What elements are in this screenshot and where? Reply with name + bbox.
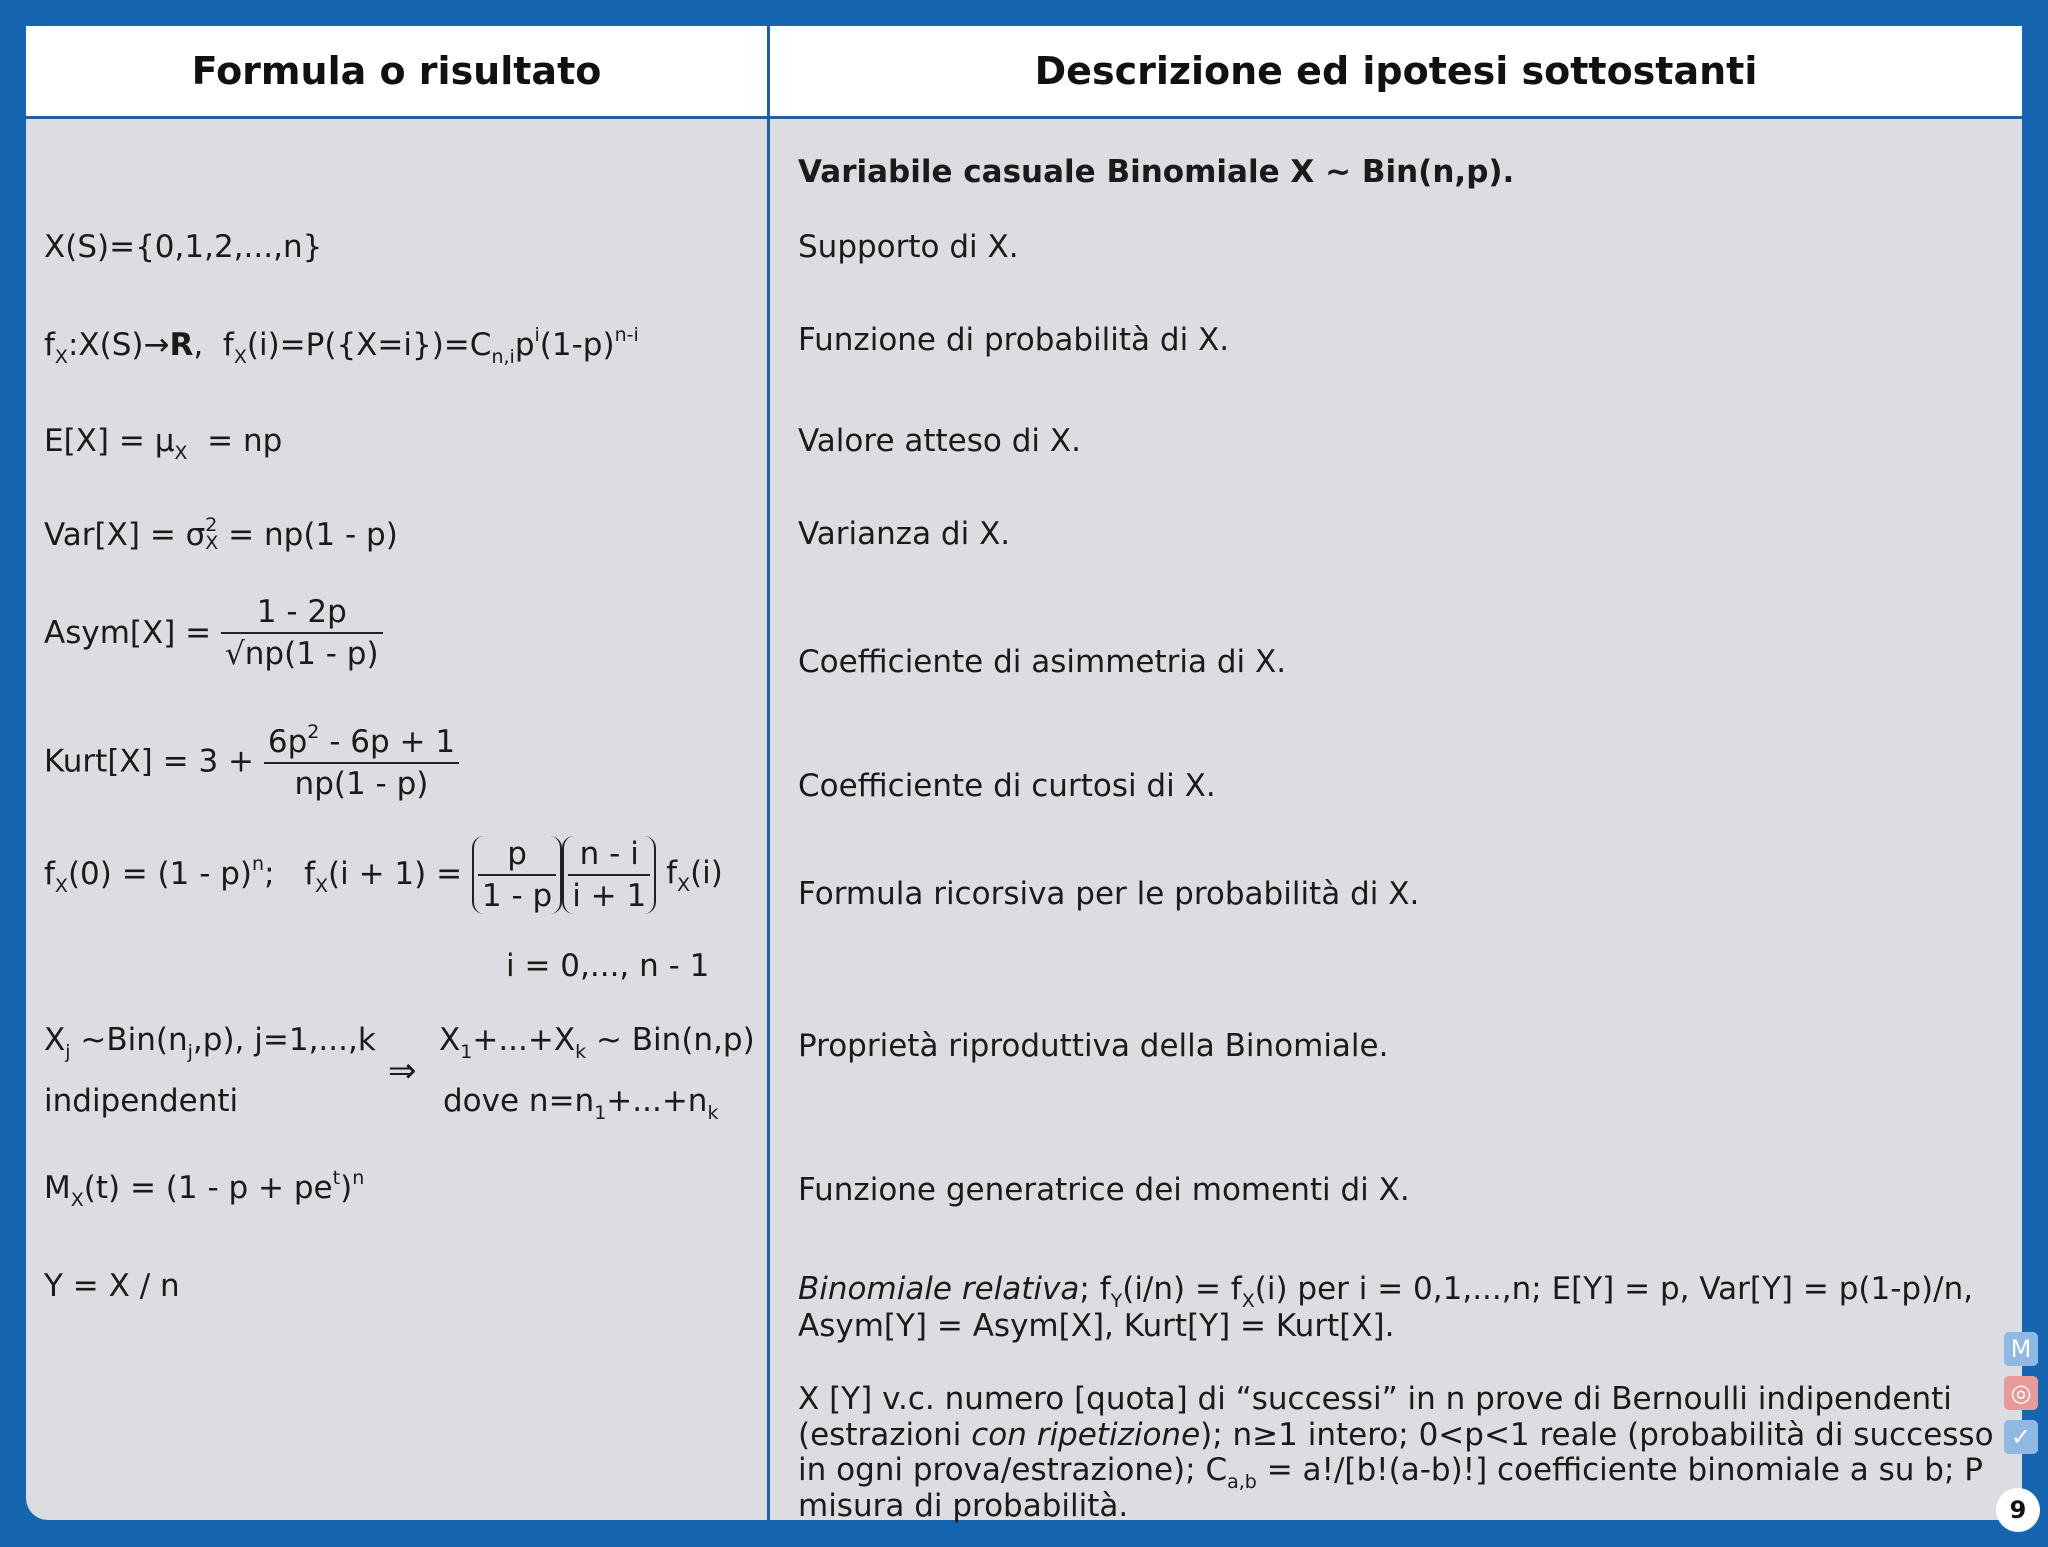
header-description: Descrizione ed ipotesi sottostanti — [1034, 49, 1758, 93]
reproductive-premise: $X_j$ $\sim Bin(n_j,p)$, j=1,...,k — [44, 1022, 376, 1063]
relative-formula: Y = X / n — [44, 1268, 180, 1304]
notes-line1: X [Y] v.c. numero [quota] di “successi” in n prove di Bernoulli indipendenti — [798, 1381, 1952, 1417]
recursive-description: Formula ricorsiva per le probabilità di X. — [798, 876, 1420, 912]
reproductive-n: dove $n=n_1+...+n_k$ — [443, 1083, 719, 1124]
mgf-formula: $M_X(t) = (1 - p + pe^t)^n$ — [44, 1167, 365, 1211]
notes-line2-end: ); n≥1 intero; 0<p<1 reale (probabilità di successo — [1200, 1417, 1994, 1453]
notes-line2-italic: con ripetizione — [971, 1417, 1201, 1453]
mail-icon[interactable]: M — [2004, 1332, 2038, 1366]
recursive-range: i = 0,..., n - 1 — [506, 948, 710, 984]
relative-term: Binomiale relativa — [798, 1271, 1080, 1307]
section-title: Variabile casuale Binomiale X ~ Bin(n,p). — [798, 154, 1515, 190]
mgf-description: Funzione generatrice dei momenti di X. — [798, 1172, 1410, 1208]
table-header — [26, 26, 2022, 119]
notes-line3: in ogni prova/estrazione); $C_{a,b} = a!/[b!(a-b)!]$ coefficiente binomiale a su b; P — [798, 1452, 1983, 1493]
reproductive-result: $X_1+...+X_k$ ~ Bin(n,p) — [439, 1022, 755, 1063]
variance-formula: Var[X] = σ 2 X = np(1 - p) — [44, 514, 398, 554]
check-icon[interactable]: ✓ — [2004, 1420, 2038, 1454]
record-icon[interactable]: ◎ — [2004, 1376, 2038, 1410]
kurtosis-formula: Kurt[X] = 3 + $\frac{6p^2 - 6p + 1}{np(1 - p)}$ — [44, 721, 459, 802]
asymmetry-formula: Asym[X] = $\frac{1 - 2p}{√np(1 - p)}$ — [44, 594, 383, 672]
notes-line4: misura di probabilità. — [798, 1488, 1129, 1524]
kurtosis-description: Coefficiente di curtosi di X. — [798, 768, 1216, 804]
pmf-description: Funzione di probabilità di X. — [798, 322, 1230, 358]
slide-card — [26, 26, 2032, 1524]
pmf-formula: $f_X:X(S)\to R$, $f_X(i)=P(\{X=i\})=C_{n,i}p^i(1-p)^{n-i}$ — [44, 324, 639, 368]
implies-symbol: ⇒ — [388, 1051, 417, 1091]
mean-formula: $E[X] = \mu_X$ = np — [44, 423, 283, 464]
notes-line2 — [798, 1417, 1994, 1453]
asymmetry-description: Coefficiente di asimmetria di X. — [798, 644, 1287, 680]
notes-line2-start: (estrazioni — [798, 1417, 972, 1453]
recursive-formula: $f_X(0) = (1 - p)^n$; $f_X(i + 1)$ = $\frac{p}{1 - p}$ $\frac{n - i}{i + 1}$ $f_X(i)$ — [44, 836, 723, 914]
relative-description: Binomiale relativa; $f_Y(i/n) = f_X(i)$ per i = 0,1,...,n; E[Y] = p, Var[Y] = p(1-p)/n, — [798, 1271, 1974, 1312]
relative-description-line2: Asym[Y] = Asym[X], Kurt[Y] = Kurt[X]. — [798, 1308, 1395, 1344]
mean-description: Valore atteso di X. — [798, 423, 1081, 459]
header-formula: Formula o risultato — [191, 49, 602, 93]
support-formula: X(S)={0,1,2,...,n} — [44, 229, 323, 265]
notes-line3-end: = a!/[b!(a-b)!] coefficiente binomiale a su b; P — [1256, 1452, 1983, 1488]
variance-description: Varianza di X. — [798, 516, 1011, 552]
reproductive-independent: indipendenti — [44, 1083, 239, 1119]
support-description: Supporto di X. — [798, 229, 1019, 265]
column-divider — [767, 26, 770, 1520]
page-number: 9 — [1996, 1488, 2040, 1532]
reproductive-description: Proprietà riproduttiva della Binomiale. — [798, 1028, 1389, 1064]
